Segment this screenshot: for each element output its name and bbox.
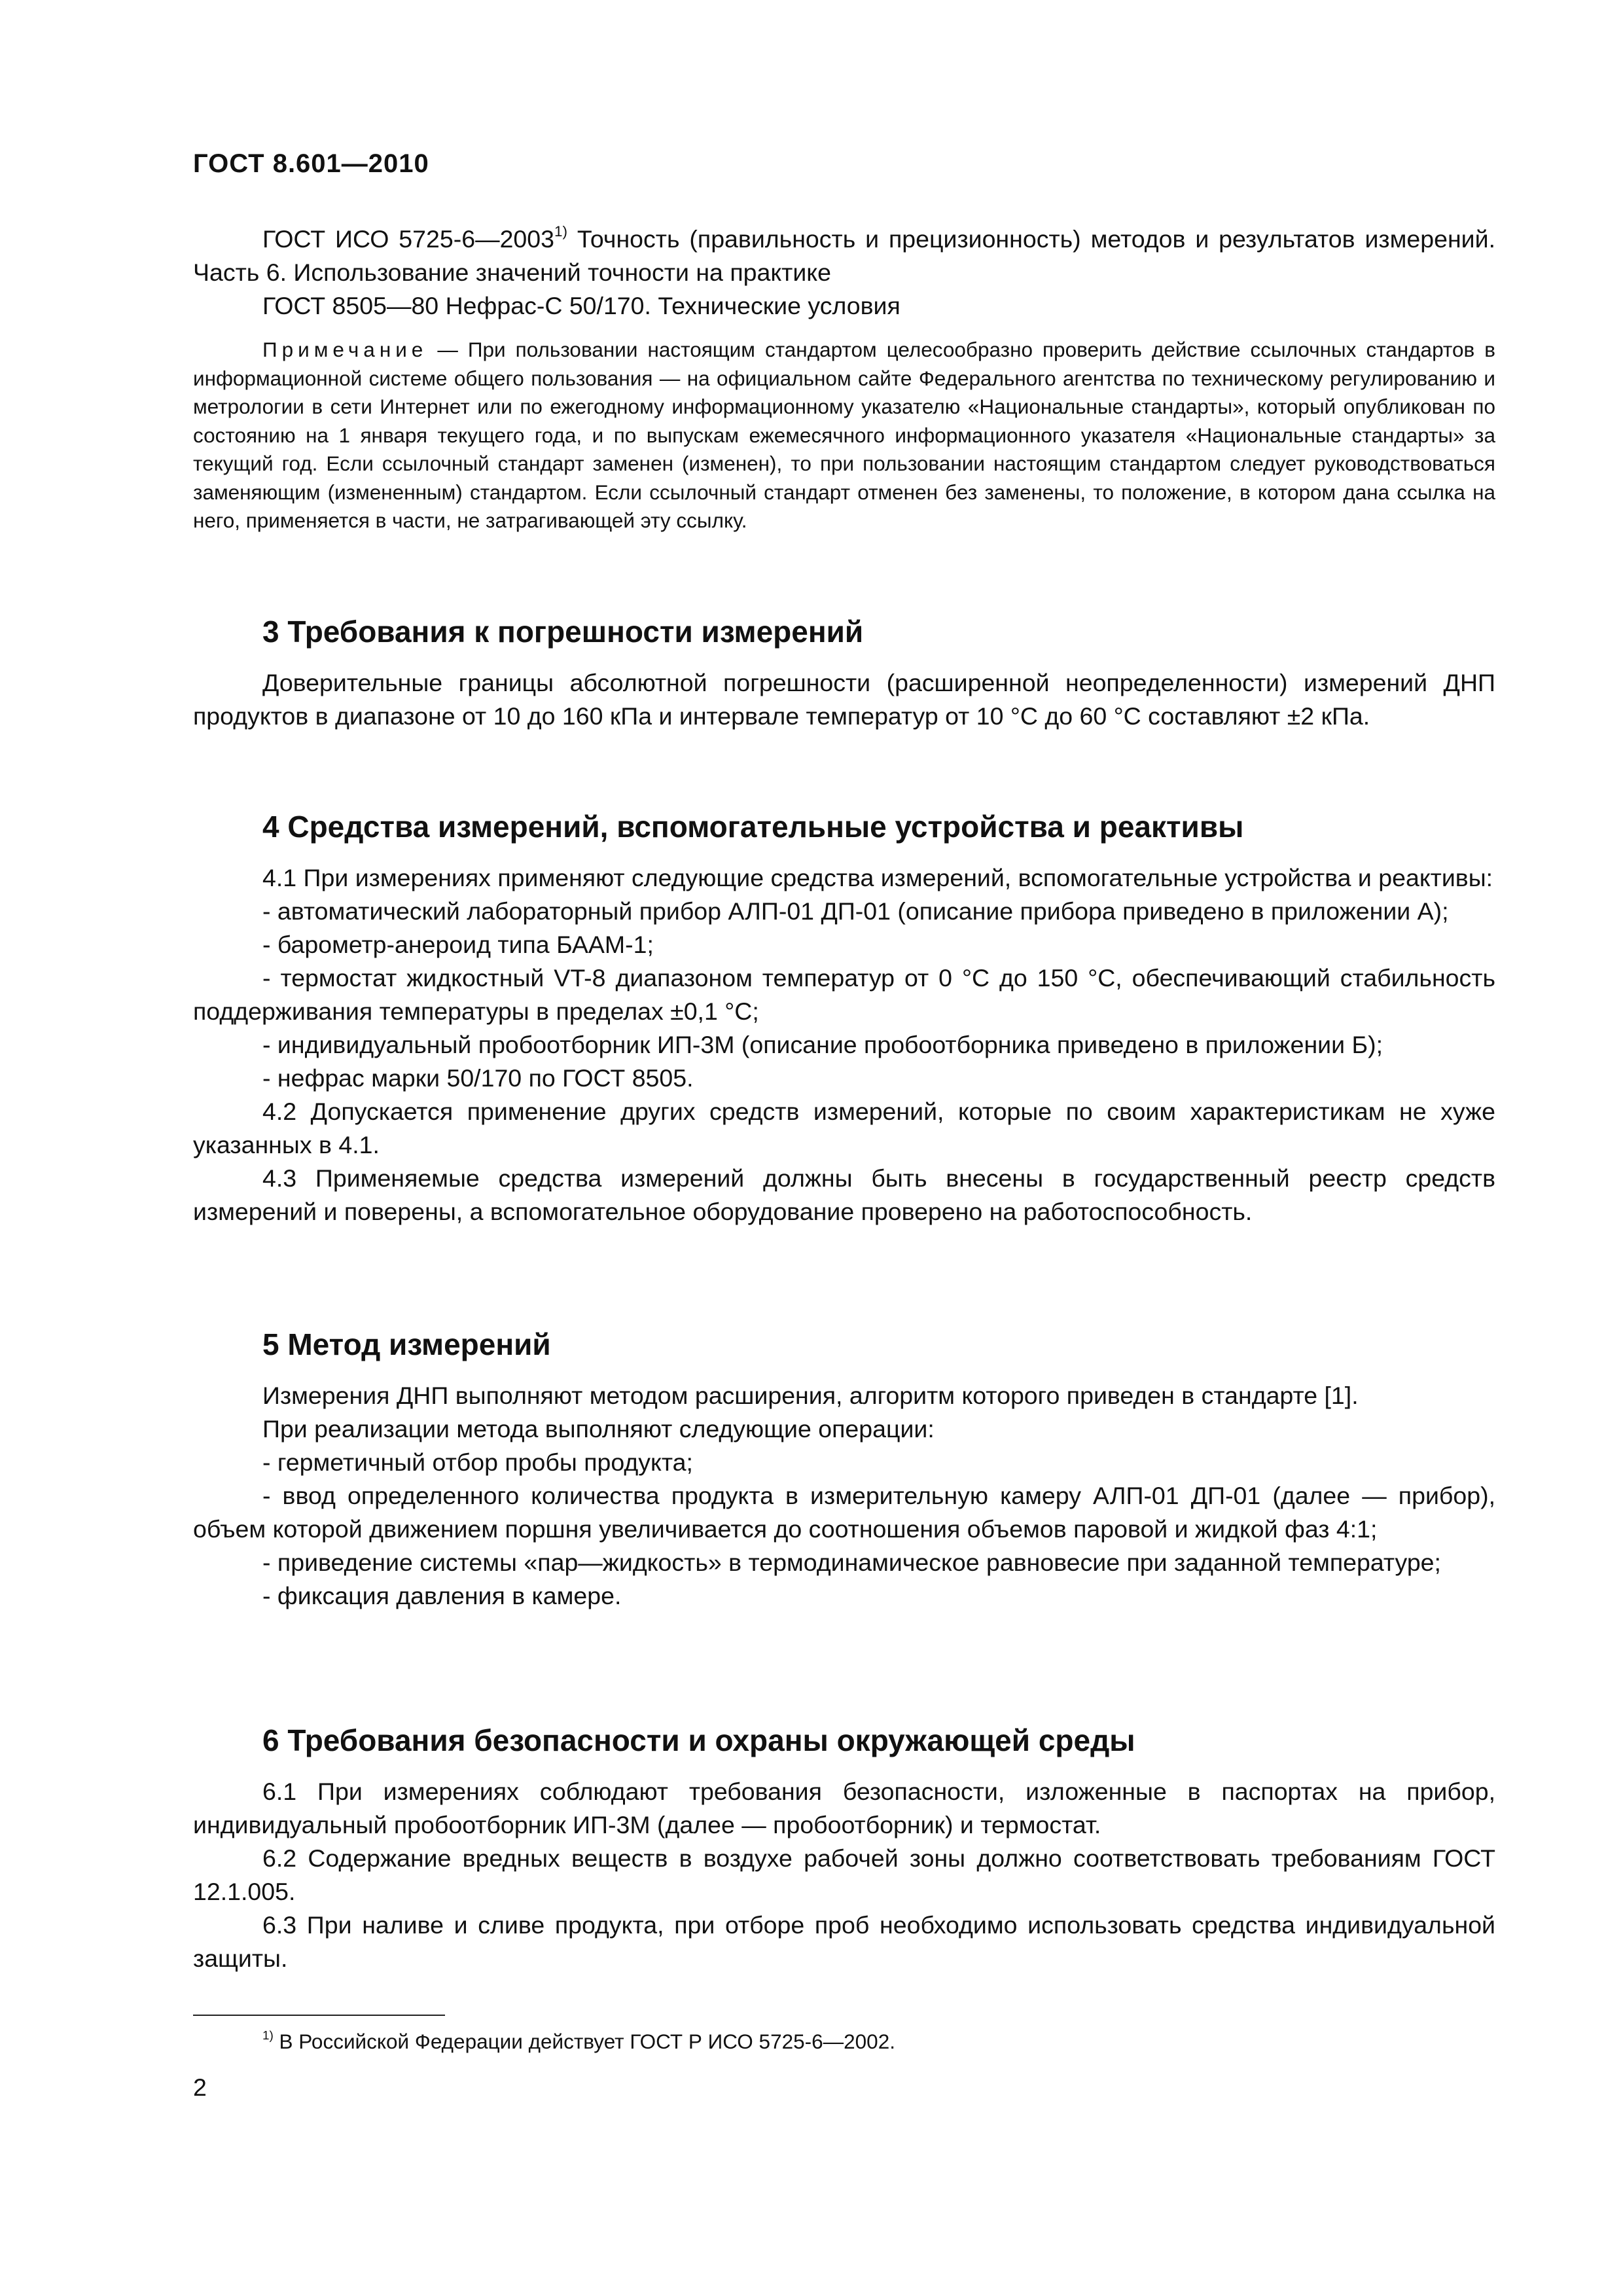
list-item: - термостат жидкостный VT-8 диапазоном температур от 0 °С до 150 °С, обеспечивающий стабильность поддерживания температуры в пределах ±0,1 °С; <box>193 964 1495 1025</box>
section-paragraph: При реализации метода выполняют следующие операции: <box>262 1415 935 1443</box>
section-paragraph: 4.3 Применяемые средства измерений должны быть внесены в государственный реестр средств измерений и поверены, а вспомогательное оборудование проверено на работоспособность. <box>193 1164 1495 1225</box>
footnote-marker: 1) <box>554 223 568 240</box>
list-item: - ввод определенного количества продукта в измерительную камеру АЛП-01 ДП-01 (далее — прибор), объем которой движением поршня увеличивается до соотношения объемов паровой и жидкой фаз 4:1; <box>193 1482 1495 1543</box>
list-item: - автоматический лабораторный прибор АЛП-01 ДП-01 (описание прибора приведено в приложении А); <box>262 897 1449 925</box>
section-heading: 6 Требования безопасности и охраны окружающей среды <box>262 1723 1135 1757</box>
note-block <box>193 336 1495 535</box>
list-item: - герметичный отбор пробы продукта; <box>262 1448 693 1476</box>
section-4 <box>193 807 1495 1229</box>
list-item: - индивидуальный пробоотборник ИП-3М (описание пробоотборника приведено в приложении Б); <box>262 1031 1383 1058</box>
section-paragraph: 4.2 Допускается применение других средств измерений, которые по своим характеристикам не хуже указанных в 4.1. <box>193 1098 1495 1158</box>
footnote <box>262 2027 895 2056</box>
footnote-marker: 1) <box>262 2028 274 2043</box>
section-5 <box>193 1325 1495 1613</box>
section-heading: 3 Требования к погрешности измерений <box>262 615 864 649</box>
note-label: Примечание <box>262 338 428 361</box>
page-number: 2 <box>193 2073 207 2101</box>
section-paragraph: 6.2 Содержание вредных веществ в воздухе рабочей зоны должно соответствовать требованиям ГОСТ 12.1.005. <box>193 1844 1495 1905</box>
list-item: - фиксация давления в камере. <box>262 1582 622 1609</box>
section-paragraph: Измерения ДНП выполняют методом расширения, алгоритм которого приведен в стандарте [1]. <box>262 1382 1359 1409</box>
list-item: - барометр-анероид типа БААМ-1; <box>262 931 654 958</box>
normative-references <box>193 223 1495 323</box>
section-paragraph: 6.1 При измерениях соблюдают требования безопасности, изложенные в паспортах на прибор, индивидуальный пробоотборник ИП-3М (далее — пробоотборник) и термостат. <box>193 1778 1495 1839</box>
section-6 <box>193 1721 1495 1975</box>
footnote-text: В Российской Федерации действует ГОСТ Р ИСО 5725-6—2002. <box>273 2030 895 2053</box>
reference-item: ГОСТ 8505—80 Нефрас-С 50/170. Технические условия <box>262 292 901 319</box>
document-header-title: ГОСТ 8.601—2010 <box>193 149 429 178</box>
reference-title: Точность (правильность и прецизионность) методов и результатов измерений. Часть 6. Использование значений точности на практике <box>193 225 1495 286</box>
section-paragraph: 6.3 При наливе и сливе продукта, при отборе проб необходимо использовать средства индивидуальной защиты. <box>193 1911 1495 1972</box>
section-heading: 5 Метод измерений <box>262 1327 551 1361</box>
reference-item <box>193 223 1495 289</box>
section-3 <box>193 612 1495 733</box>
section-paragraph: Доверительные границы абсолютной погрешности (расширенной неопределенности) измерений ДНП продуктов в диапазоне от 10 до 160 кПа и интервале температур от 10 °С до 60 °С составляют ±2 кПа. <box>193 669 1495 730</box>
note-text: — При пользовании настоящим стандартом целесообразно проверить действие ссылочных стандартов в информационной системе общего пользования — на официальном сайте Федерального агентства по техническому регулированию и метрологии в сети Интернет или по ежегодному информационному указателю «Национальные стандарты», который опубликован по состоянию на 1 января текущего года, и по выпускам ежемесячного информационного указателя «Национальные стандарты» за текущий год. Если ссылочный стандарт заменен (изменен), то при пользовании настоящим стандартом следует руководствоваться заменяющим (измененным) стандартом. Если ссылочный стандарт отменен без заменены, то положение, в котором дана ссылка на него, применяется в части, не затрагивающей эту ссылку. <box>193 338 1495 532</box>
section-paragraph: 4.1 При измерениях применяют следующие средства измерений, вспомогательные устройства и реактивы: <box>262 864 1493 891</box>
section-heading: 4 Средства измерений, вспомогательные устройства и реактивы <box>262 810 1244 844</box>
list-item: - приведение системы «пар—жидкость» в термодинамическое равновесие при заданной температуре; <box>262 1549 1441 1576</box>
footnote-separator <box>193 2015 445 2016</box>
reference-code: ГОСТ ИСО 5725-6—2003 <box>262 225 554 253</box>
list-item: - нефрас марки 50/170 по ГОСТ 8505. <box>262 1064 694 1092</box>
